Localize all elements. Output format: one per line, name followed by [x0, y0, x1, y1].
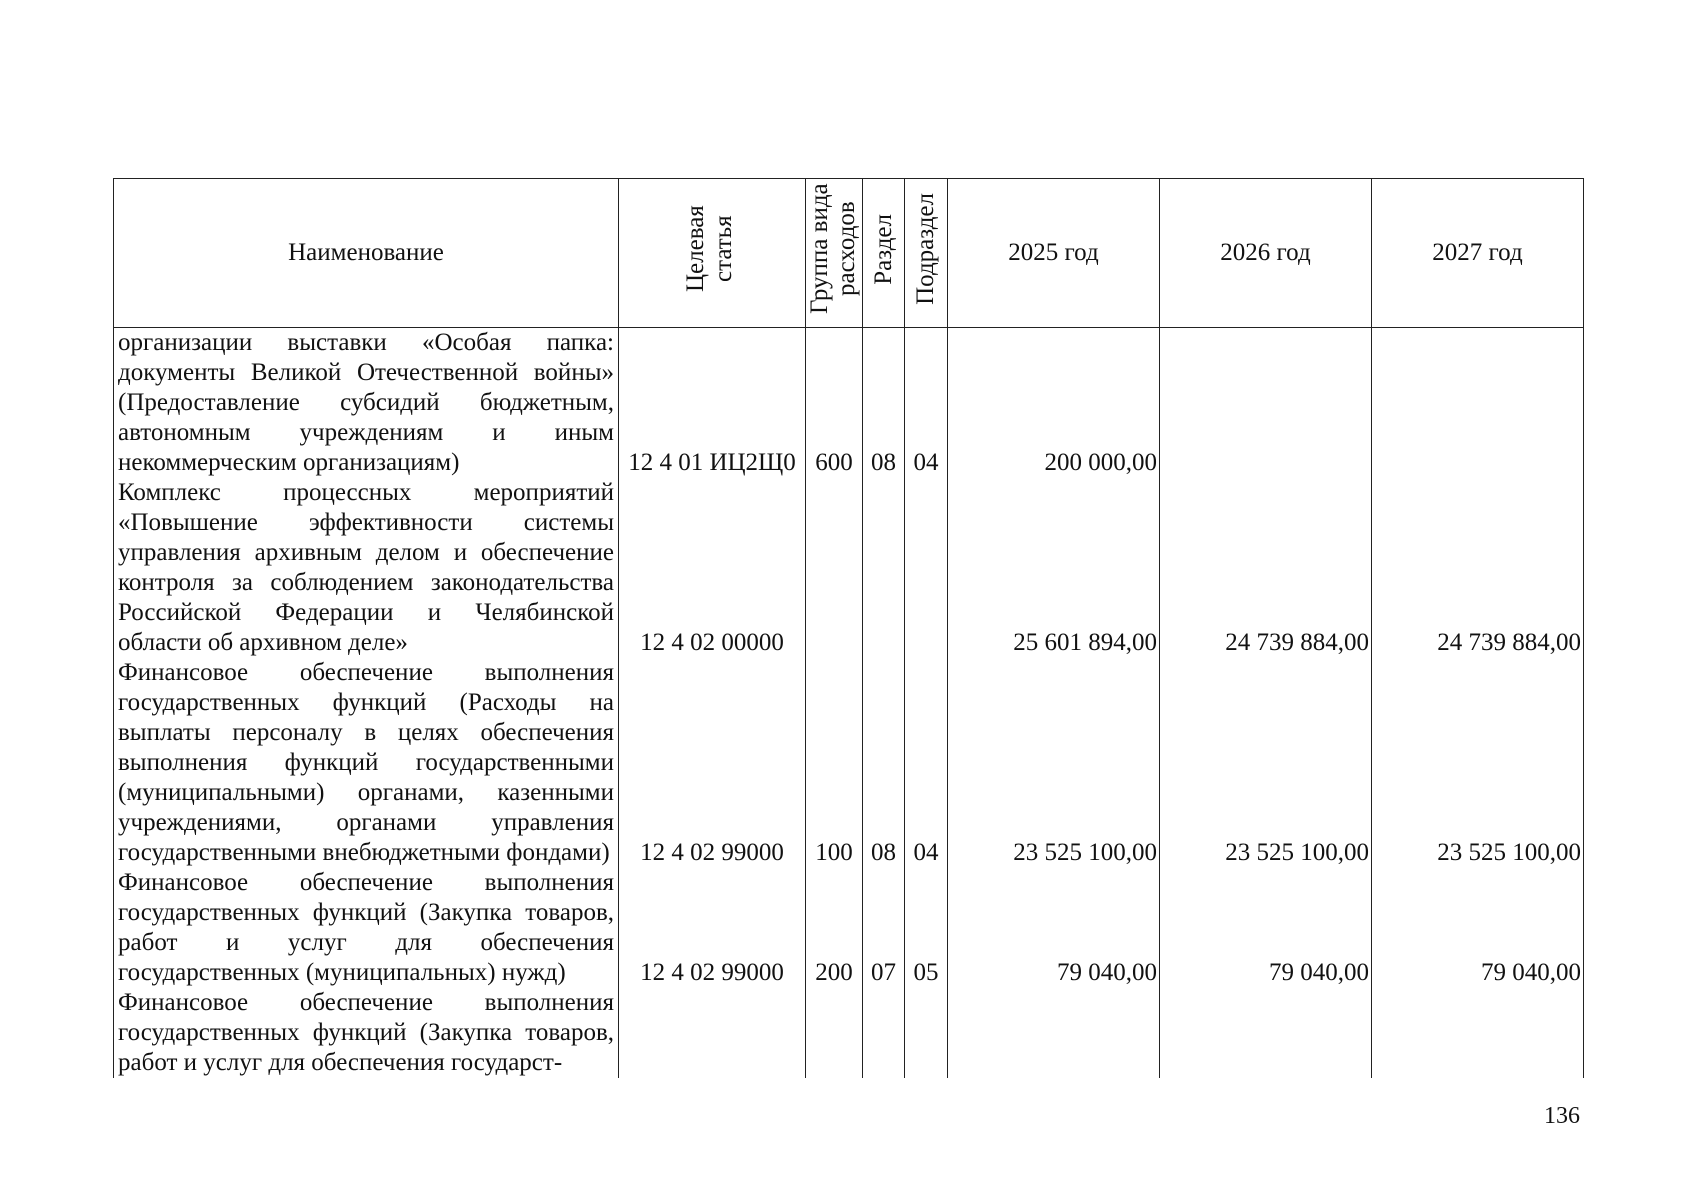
- row-2027: 23 525 100,00: [1372, 658, 1584, 868]
- row-subsection: 04: [905, 658, 948, 868]
- row-subsection: 04: [905, 328, 948, 479]
- table-row: [114, 478, 1584, 658]
- row-subsection: [905, 478, 948, 658]
- row-group: 100: [806, 658, 863, 868]
- page-number: 136: [1544, 1103, 1580, 1129]
- row-2027: 79 040,00: [1372, 868, 1584, 988]
- row-target: 12 4 02 99000: [619, 868, 806, 988]
- row-group: [806, 478, 863, 658]
- table-row: [114, 658, 1584, 868]
- row-2027: 24 739 884,00: [1372, 478, 1584, 658]
- row-2026: 79 040,00: [1160, 868, 1372, 988]
- row-section: 08: [863, 658, 905, 868]
- header-section-label: Раздел: [869, 213, 897, 285]
- header-subsection-label: Подраздел: [912, 193, 939, 305]
- row-name: организации выставки «Особая папка: документы Великой Отечественной войны» (Предоставление субсидий бюджетным, автономным учреждениям и иным некоммерческим организациям): [114, 328, 619, 479]
- row-2027: [1372, 328, 1584, 479]
- row-2025: 79 040,00: [948, 868, 1160, 988]
- table-header-row: [114, 179, 1584, 328]
- row-target: [619, 988, 806, 1078]
- row-subsection: [905, 988, 948, 1078]
- row-2027: [1372, 988, 1584, 1078]
- budget-table: [113, 178, 1584, 1078]
- header-target: [619, 179, 806, 328]
- header-2027: 2027 год: [1372, 179, 1584, 328]
- row-section: [863, 478, 905, 658]
- row-group: 200: [806, 868, 863, 988]
- row-2025: 25 601 894,00: [948, 478, 1160, 658]
- table-row: [114, 868, 1584, 988]
- row-2025: 200 000,00: [948, 328, 1160, 479]
- header-expense-group: [806, 179, 863, 328]
- row-subsection: 05: [905, 868, 948, 988]
- table-row: [114, 328, 1584, 479]
- row-target: 12 4 01 ИЦ2Щ0: [619, 328, 806, 479]
- row-2026: 24 739 884,00: [1160, 478, 1372, 658]
- row-2025: 23 525 100,00: [948, 658, 1160, 868]
- row-name: Финансовое обеспечение выполнения государственных функций (Расходы на выплаты персоналу в целях обеспечения выполнения функций государственными (муниципальными) органами, казенными учреждениями, органами управления государственными внебюджетными фондами): [114, 658, 619, 868]
- row-group: [806, 988, 863, 1078]
- row-2025: [948, 988, 1160, 1078]
- header-subsection: [905, 179, 948, 328]
- header-expense-group-label: Группа вида расходов: [806, 183, 860, 315]
- header-target-label: Целевая статья: [682, 205, 737, 293]
- header-name: Наименование: [114, 179, 619, 328]
- row-section: 08: [863, 328, 905, 479]
- row-target: 12 4 02 00000: [619, 478, 806, 658]
- row-name: Комплекс процессных мероприятий «Повышение эффективности системы управления архивным делом и обеспечение контроля за соблюдением законодательства Российской Федерации и Челябинской области об архивном деле»: [114, 478, 619, 658]
- table-row: [114, 988, 1584, 1078]
- row-section: 07: [863, 868, 905, 988]
- header-2026: 2026 год: [1160, 179, 1372, 328]
- header-2025: 2025 год: [948, 179, 1160, 328]
- row-2026: [1160, 328, 1372, 479]
- row-name: Финансовое обеспечение выполнения государственных функций (Закупка товаров, работ и услуг для обеспечения государственных (муниципальных) нужд): [114, 868, 619, 988]
- header-section: [863, 179, 905, 328]
- row-2026: [1160, 988, 1372, 1078]
- row-target: 12 4 02 99000: [619, 658, 806, 868]
- row-name: Финансовое обеспечение выполнения государственных функций (Закупка товаров, работ и услуг для обеспечения государст-: [114, 988, 619, 1078]
- row-group: 600: [806, 328, 863, 479]
- row-2026: 23 525 100,00: [1160, 658, 1372, 868]
- row-section: [863, 988, 905, 1078]
